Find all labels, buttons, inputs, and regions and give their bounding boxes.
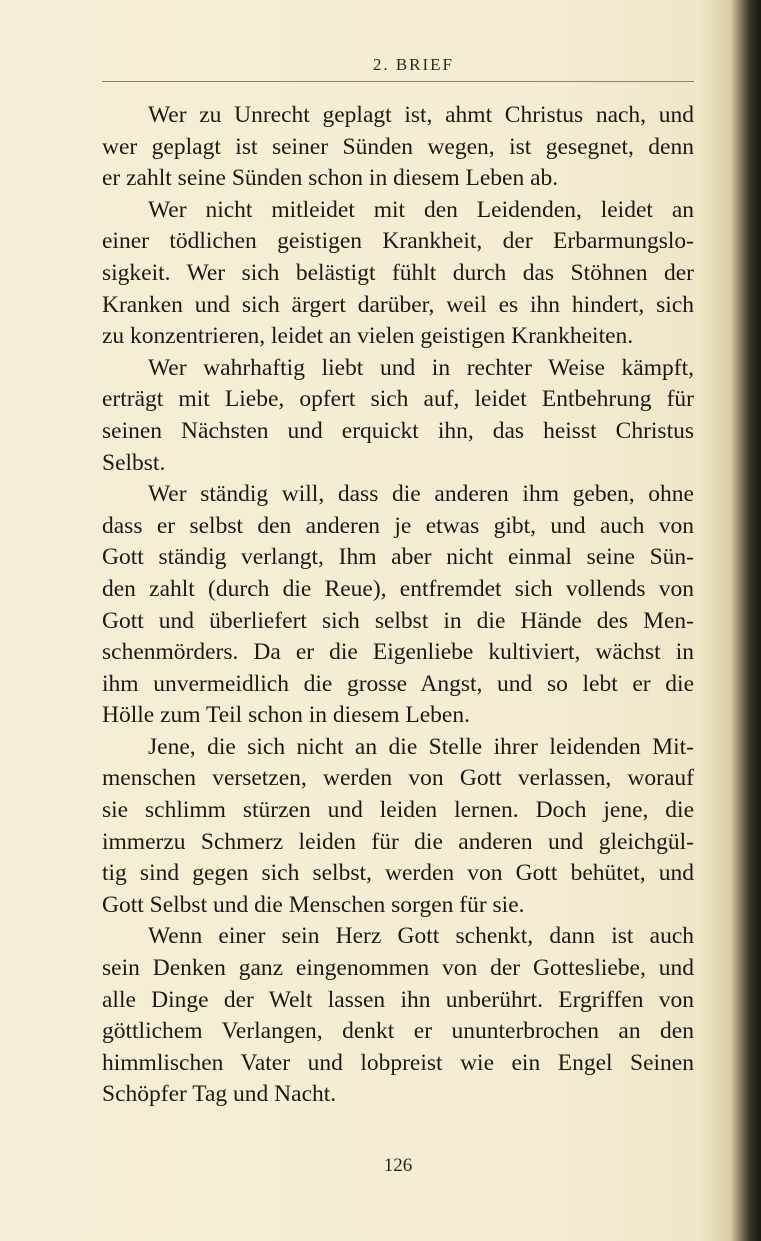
paragraph — [102, 353, 694, 479]
text-line: sigkeit. Wer sich belästigt fühlt durch das Stöhnen der — [102, 259, 694, 286]
text-line: wer geplagt ist seiner Sünden wegen, ist gesegnet, denn — [102, 133, 694, 160]
running-head: 2. BRIEF — [102, 55, 694, 82]
text-line: er zahlt seine Sünden schon in diesem Leben ab. — [102, 165, 559, 192]
paragraph — [102, 100, 694, 195]
body-text — [102, 100, 694, 1111]
paragraph — [102, 732, 694, 922]
text-line: zu konzentrieren, leidet an vielen geistigen Krankheiten. — [102, 323, 634, 350]
text-line: Wer ständig will, dass die anderen ihm geben, ohne — [148, 481, 694, 508]
text-line: sie schlimm stürzen und leiden lernen. Doch jene, die — [102, 797, 694, 824]
text-line: Schöpfer Tag und Nacht. — [102, 1081, 337, 1108]
text-line: Gott und überliefert sich selbst in die Hände des Men- — [102, 607, 694, 634]
text-line: dass er selbst den anderen je etwas gibt, und auch von — [102, 512, 694, 539]
text-line: alle Dinge der Welt lassen ihn unberührt. Ergriffen von — [102, 986, 694, 1013]
text-line: Gott Selbst und die Menschen sorgen für sie. — [102, 891, 525, 918]
text-line: immerzu Schmerz leiden für die anderen und gleichgül- — [102, 828, 694, 855]
text-line: Wer nicht mitleidet mit den Leidenden, leidet an — [148, 196, 694, 223]
text-line: himmlischen Vater und lobpreist wie ein Engel Seinen — [102, 1049, 694, 1076]
paragraph — [102, 921, 694, 1111]
text-line: Wenn einer sein Herz Gott schenkt, dann ist auch — [148, 923, 694, 950]
text-line: seinen Nächsten und erquickt ihn, das heisst Christus — [102, 417, 694, 444]
text-line: Gott ständig verlangt, Ihm aber nicht einmal seine Sün- — [102, 544, 694, 571]
text-line: Jene, die sich nicht an die Stelle ihrer leidenden Mit- — [148, 733, 694, 760]
text-line: den zahlt (durch die Reue), entfremdet sich vollends von — [102, 575, 694, 602]
text-line: Kranken und sich ärgert darüber, weil es ihn hindert, sich — [102, 291, 694, 318]
text-line: erträgt mit Liebe, opfert sich auf, leidet Entbehrung für — [102, 386, 694, 413]
text-line: schenmörders. Da er die Eigenliebe kultiviert, wächst in — [102, 639, 694, 666]
page-number: 126 — [383, 1155, 413, 1176]
text-line: menschen versetzen, werden von Gott verlassen, worauf — [102, 765, 694, 792]
text-line: sein Denken ganz eingenommen von der Gottesliebe, und — [102, 955, 694, 982]
text-line: Selbst. — [102, 449, 166, 476]
text-line: tig sind gegen sich selbst, werden von Gott behütet, und — [102, 860, 694, 887]
paragraph — [102, 479, 694, 732]
text-line: einer tödlichen geistigen Krankheit, der Erbarmungslo- — [102, 228, 694, 255]
text-line: göttlichem Verlangen, denkt er ununterbrochen an den — [102, 1018, 694, 1045]
text-line: Hölle zum Teil schon in diesem Leben. — [102, 702, 470, 729]
paragraph — [102, 195, 694, 353]
text-line: Wer wahrhaftig liebt und in rechter Weise kämpft, — [148, 354, 694, 381]
text-line: Wer zu Unrecht geplagt ist, ahmt Christus nach, und — [148, 102, 694, 128]
text-line: ihm unvermeidlich die grosse Angst, und so lebt er die — [102, 670, 694, 697]
